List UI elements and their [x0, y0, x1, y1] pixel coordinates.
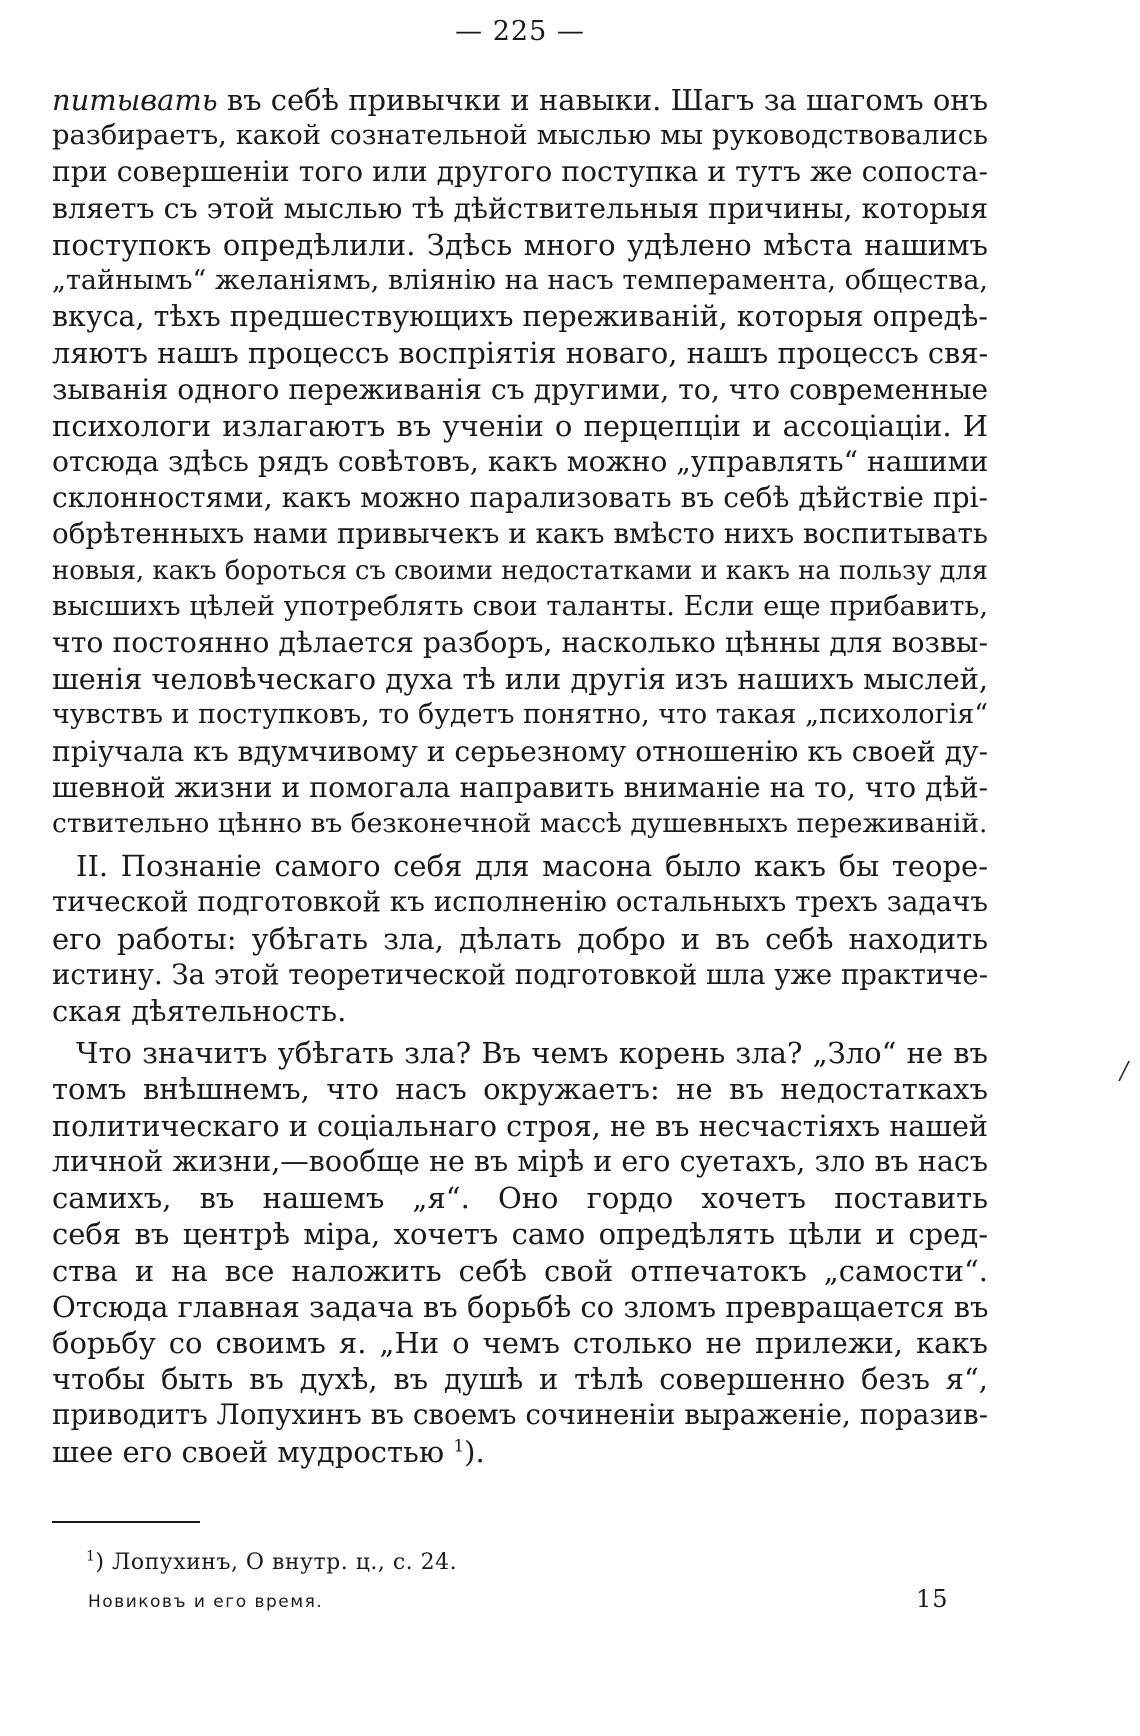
text-line: шевной жизни и помогала направить вниманіе на то, что дѣй- — [52, 770, 988, 804]
text-line — [52, 82, 988, 118]
text-line: ства и на все наложить себѣ свой отпечатокъ „самости“. — [52, 1253, 988, 1288]
text-line: себя въ центрѣ міра, хочетъ само опредѣлять цѣли и сред- — [52, 1217, 988, 1252]
text-line: склонностями, какъ можно парализовать въ себѣ дѣйствіе прі- — [52, 481, 988, 515]
text-line: томъ внѣшнемъ, что насъ окружаетъ: не въ недостаткахъ — [52, 1072, 988, 1107]
text-line: „тайнымъ“ желаніямъ, вліянію на насъ темперамента, общества, — [52, 265, 988, 297]
text-line — [52, 1434, 988, 1470]
text-line: личной жизни,—вообще не въ мірѣ и его суетахъ, зло въ насъ — [52, 1144, 988, 1178]
text-line: ская дѣятельность. — [52, 994, 347, 1029]
footnote-marker: 1 — [86, 1548, 96, 1565]
text-line: что постоянно дѣлается разборъ, насколько цѣнны для возвы- — [52, 626, 989, 660]
text-line: поступокъ опредѣлили. Здѣсь много удѣлено мѣста нашимъ — [52, 227, 988, 262]
text-line: пріучала къ вдумчивому и серьезному отношенію къ своей ду- — [52, 734, 988, 768]
footnote-reference[interactable]: 1 — [453, 1435, 465, 1456]
text-line: новыя, какъ бороться съ своими недостатками и какъ на пользу для — [52, 555, 989, 586]
line-tail: ). — [464, 1434, 485, 1469]
text-line: разбираетъ, какой сознательной мыслью мы руководствовались — [52, 120, 988, 152]
text-line: истину. За этой теоретической подготовкой шла уже практиче- — [52, 958, 988, 991]
text-line: психологи излагаютъ въ ученіи о перцепціи и ассоціаціи. И — [52, 408, 988, 443]
text-line: ляютъ нашъ процессъ воспріятія новаго, нашъ процессъ свя- — [52, 336, 989, 371]
text-line: зыванія одного переживанія съ другими, то, что современные — [52, 372, 989, 406]
italic-word: питывать — [52, 83, 218, 117]
text-line: политическаго и соціальнаго строя, не въ несчастіяхъ нашей — [52, 1108, 988, 1143]
text-line: Отсюда главная задача въ борьбѣ со зломъ превращается въ — [52, 1289, 989, 1324]
text-line: высшихъ цѣлей употреблять свои таланты. Если еще прибавить, — [52, 590, 988, 622]
signature-mark: 15 — [916, 1585, 949, 1613]
text-line: борьбу со своимъ я. „Ни о чемъ столько не прилежи, какъ — [52, 1325, 988, 1360]
text-line: вкуса, тѣхъ предшествующихъ переживаній, которыя опредѣ- — [52, 300, 988, 334]
text-line: приводитъ Лопухинъ въ своемъ сочиненіи выраженіе, поразив- — [52, 1398, 988, 1432]
text-line: тической подготовкой къ исполненію остальныхъ трехъ задачъ — [52, 885, 988, 919]
text-line: шенія человѣческаго духа тѣ или другія изъ нашихъ мыслей, — [52, 662, 989, 697]
stray-mark: / — [1120, 1057, 1129, 1085]
line-text: въ себѣ привычки и навыки. Шагъ за шагомъ онъ — [217, 83, 988, 117]
running-title: Новиковъ и его время. — [88, 1592, 324, 1612]
text-line: чтобы быть въ духѣ, въ душѣ и тѣлѣ совершенно безъ я“, — [52, 1362, 988, 1397]
text-line: чувствъ и поступковъ, то будетъ понятно, что такая „психологія“ — [52, 699, 988, 731]
footnote — [86, 1550, 457, 1575]
text-line: самихъ, въ нашемъ „я“. Оно гордо хочетъ поставить — [52, 1181, 988, 1216]
text-line: вляетъ съ этой мыслью тѣ дѣйствительныя причины, которыя — [52, 191, 988, 225]
text-line: при совершеніи того или другого поступка и тутъ же сопоста- — [52, 155, 988, 189]
page-number: — 225 — — [455, 16, 585, 47]
text-line: обрѣтенныхъ нами привычекъ и какъ вмѣсто нихъ воспитывать — [52, 517, 988, 551]
body-text — [52, 82, 988, 1470]
text-line: Что значитъ убѣгать зла? Въ чемъ корень зла? „Зло“ не въ — [76, 1036, 988, 1071]
footnote-text: ) Лопухинъ, О внутр. ц., с. 24. — [95, 1550, 458, 1575]
line-text: шее его своей мудростью — [52, 1434, 445, 1469]
footnote-divider — [52, 1521, 200, 1523]
text-line: его работы: убѣгать зла, дѣлать добро и въ себѣ находить — [52, 921, 988, 956]
text-line: II. Познаніе самого себя для масона было какъ бы теоре- — [76, 849, 988, 884]
text-line: ствительно цѣнно въ безконечной массѣ душевныхъ переживаній. — [52, 808, 988, 840]
text-line: отсюда здѣсь рядъ совѣтовъ, какъ можно „управлять“ нашими — [52, 445, 989, 479]
